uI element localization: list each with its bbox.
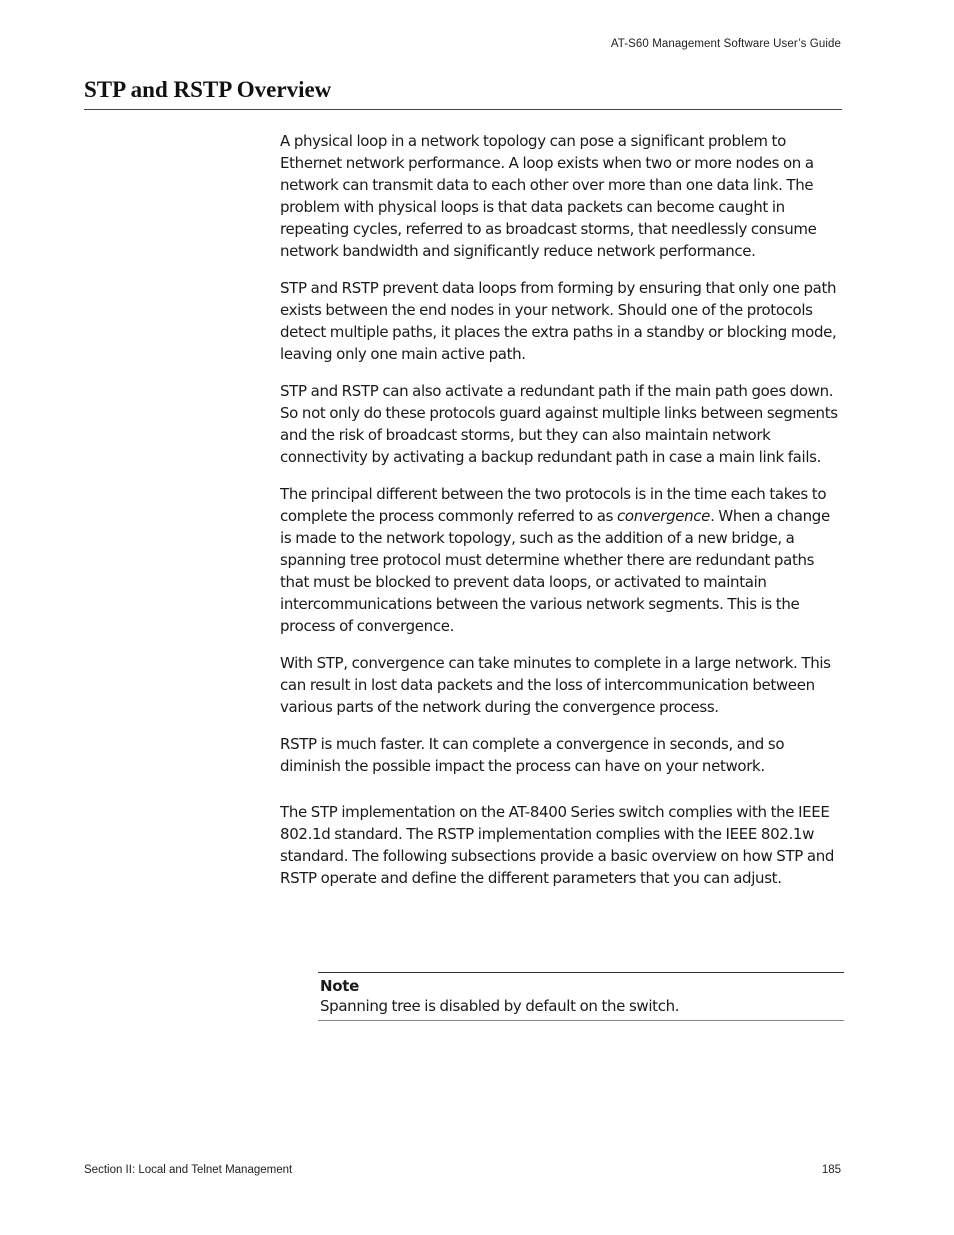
page-number: 185 xyxy=(821,1164,841,1176)
section-title: STP and RSTP Overview xyxy=(84,76,842,110)
body-text xyxy=(280,130,842,904)
paragraph-loops: A physical loop in a network topology can pose a significant problem to Ethernet network performance. A loop exists when two or more nodes on a network can transmit data to each other over more than one data link. The problem with physical loops is that data packets can become caught in repeating cycles, referred to as broadcast storms, that needlessly consume network bandwidth and significantly reduce network performance. xyxy=(280,132,817,260)
footer-section-label: Section II: Local and Telnet Management xyxy=(84,1164,293,1176)
note-text: Spanning tree is disabled by default on the switch. xyxy=(320,997,680,1015)
paragraph-standards: The STP implementation on the AT-8400 Series switch complies with the IEEE 802.1d standard. The RSTP implementation complies with the IEEE 802.1w standard. The following subsections provide a basic overview on how STP and RSTP operate and define the different parameters that you can adjust. xyxy=(280,803,835,887)
paragraph-stp-speed: With STP, convergence can take minutes to complete in a large network. This can result in lost data packets and the loss of intercommunication between various parts of the network during the convergence process. xyxy=(280,654,831,716)
convergence-text-before: The principal different between the two protocols is in the time each takes to complete the process commonly referred to as xyxy=(280,485,827,525)
note-box xyxy=(318,972,844,1021)
paragraph-redundancy: STP and RSTP can also activate a redundant path if the main path goes down. So not only do these protocols guard against multiple links between segments and the risk of broadcast storms, but they can also maintain network connectivity by activating a backup redundant path in case a main link fails. xyxy=(280,382,838,466)
convergence-text-after: . When a change is made to the network topology, such as the addition of a new bridge, a spanning tree protocol must determine whether there are redundant paths that must be blocked to prevent data loops, or activated to maintain intercommunications between the various network segments. This is the process of convergence. xyxy=(280,507,830,635)
paragraph-convergence xyxy=(280,483,842,637)
paragraph-rstp-speed: RSTP is much faster. It can complete a convergence in seconds, and so diminish the possible impact the process can have on your network. xyxy=(280,735,785,775)
convergence-term: convergence xyxy=(616,507,711,525)
paragraph-prevention: STP and RSTP prevent data loops from forming by ensuring that only one path exists between the end nodes in your network. Should one of the protocols detect multiple paths, it places the extra paths in a standby or blocking mode, leaving only one main active path. xyxy=(280,279,837,363)
running-header: AT-S60 Management Software User’s Guide xyxy=(610,38,841,50)
note-label: Note xyxy=(320,977,360,995)
